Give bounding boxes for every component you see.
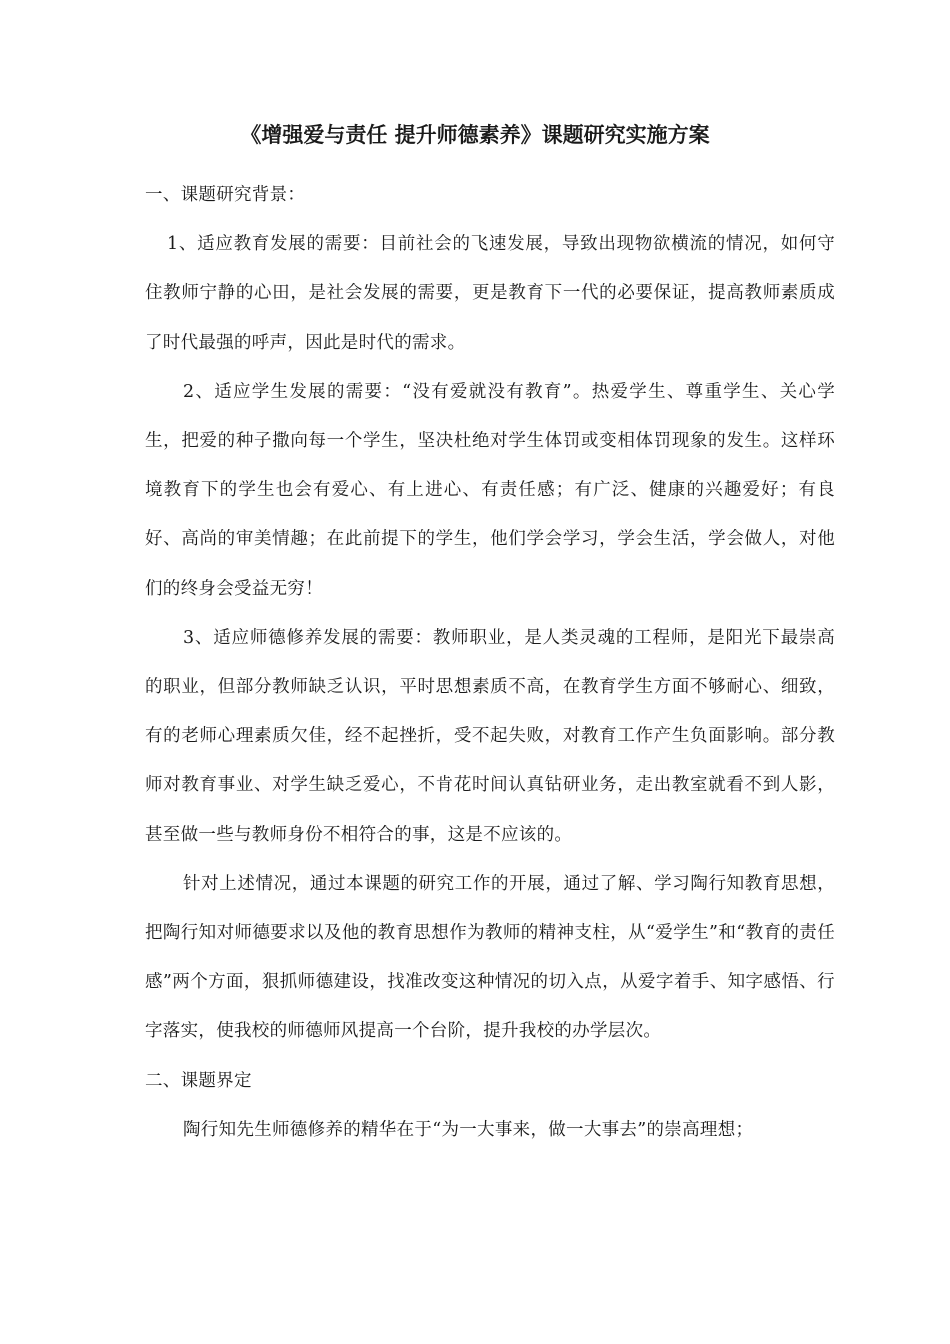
paragraph-response: 针对上述情况，通过本课题的研究工作的开展，通过了解、学习陶行知教育思想，把陶行知对师德要求以及他的教育思想作为教师的精神支柱，从“爱学生”和“教育的责任感”两个方面，狠抓师德建设，找准改变这种情况的切入点，从爱字着手、知字感悟、行字落实，使我校的师德师风提高一个台阶，提升我校的办学层次。 [145,873,835,1042]
section-heading-definition: 二、课题界定 [145,1070,252,1091]
section-heading-background: 一、课题研究背景： [145,185,306,205]
paragraph-education-need: 1、适应教育发展的需要：目前社会的飞速发展，导致出现物欲横流的情况，如何守住教师宁静的心田，是社会发展的需要，更是教育下一代的必要保证，提高教师素质成了时代最强的呼声，因此是时代的需求。 [145,234,835,353]
document-title: 《增强爱与责任 提升师德素养》课题研究实施方案 [240,123,710,147]
paragraph-student-need: 2、适应学生发展的需要：“没有爱就没有教育”。热爱学生、尊重学生、关心学生，把爱的种子撒向每一个学生，坚决杜绝对学生体罚或变相体罚现象的发生。这样环境教育下的学生也会有爱心、有上进心、有责任感；有广泛、健康的兴趣爱好；有良好、高尚的审美情趣；在此前提下的学生，他们学会学习，学会生活，学会做人，对他们的终身会受益无穷！ [145,381,835,599]
paragraph-definition: 陶行知先生师德修养的精华在于“为一大事来，做一大事去”的崇高理想； [183,1119,754,1140]
paragraph-ethics-need: 3、适应师德修养发展的需要：教师职业，是人类灵魂的工程师，是阳光下最崇高的职业，但部分教师缺乏认识，平时思想素质不高，在教育学生方面不够耐心、细致，有的老师心理素质欠佳，经不起挫折，受不起失败，对教育工作产生负面影响。部分教师对教育事业、对学生缺乏爱心，不肯花时间认真钻研业务，走出教室就看不到人影，甚至做一些与教师身份不相符合的事，这是不应该的。 [145,627,835,845]
document-body [145,171,835,1155]
